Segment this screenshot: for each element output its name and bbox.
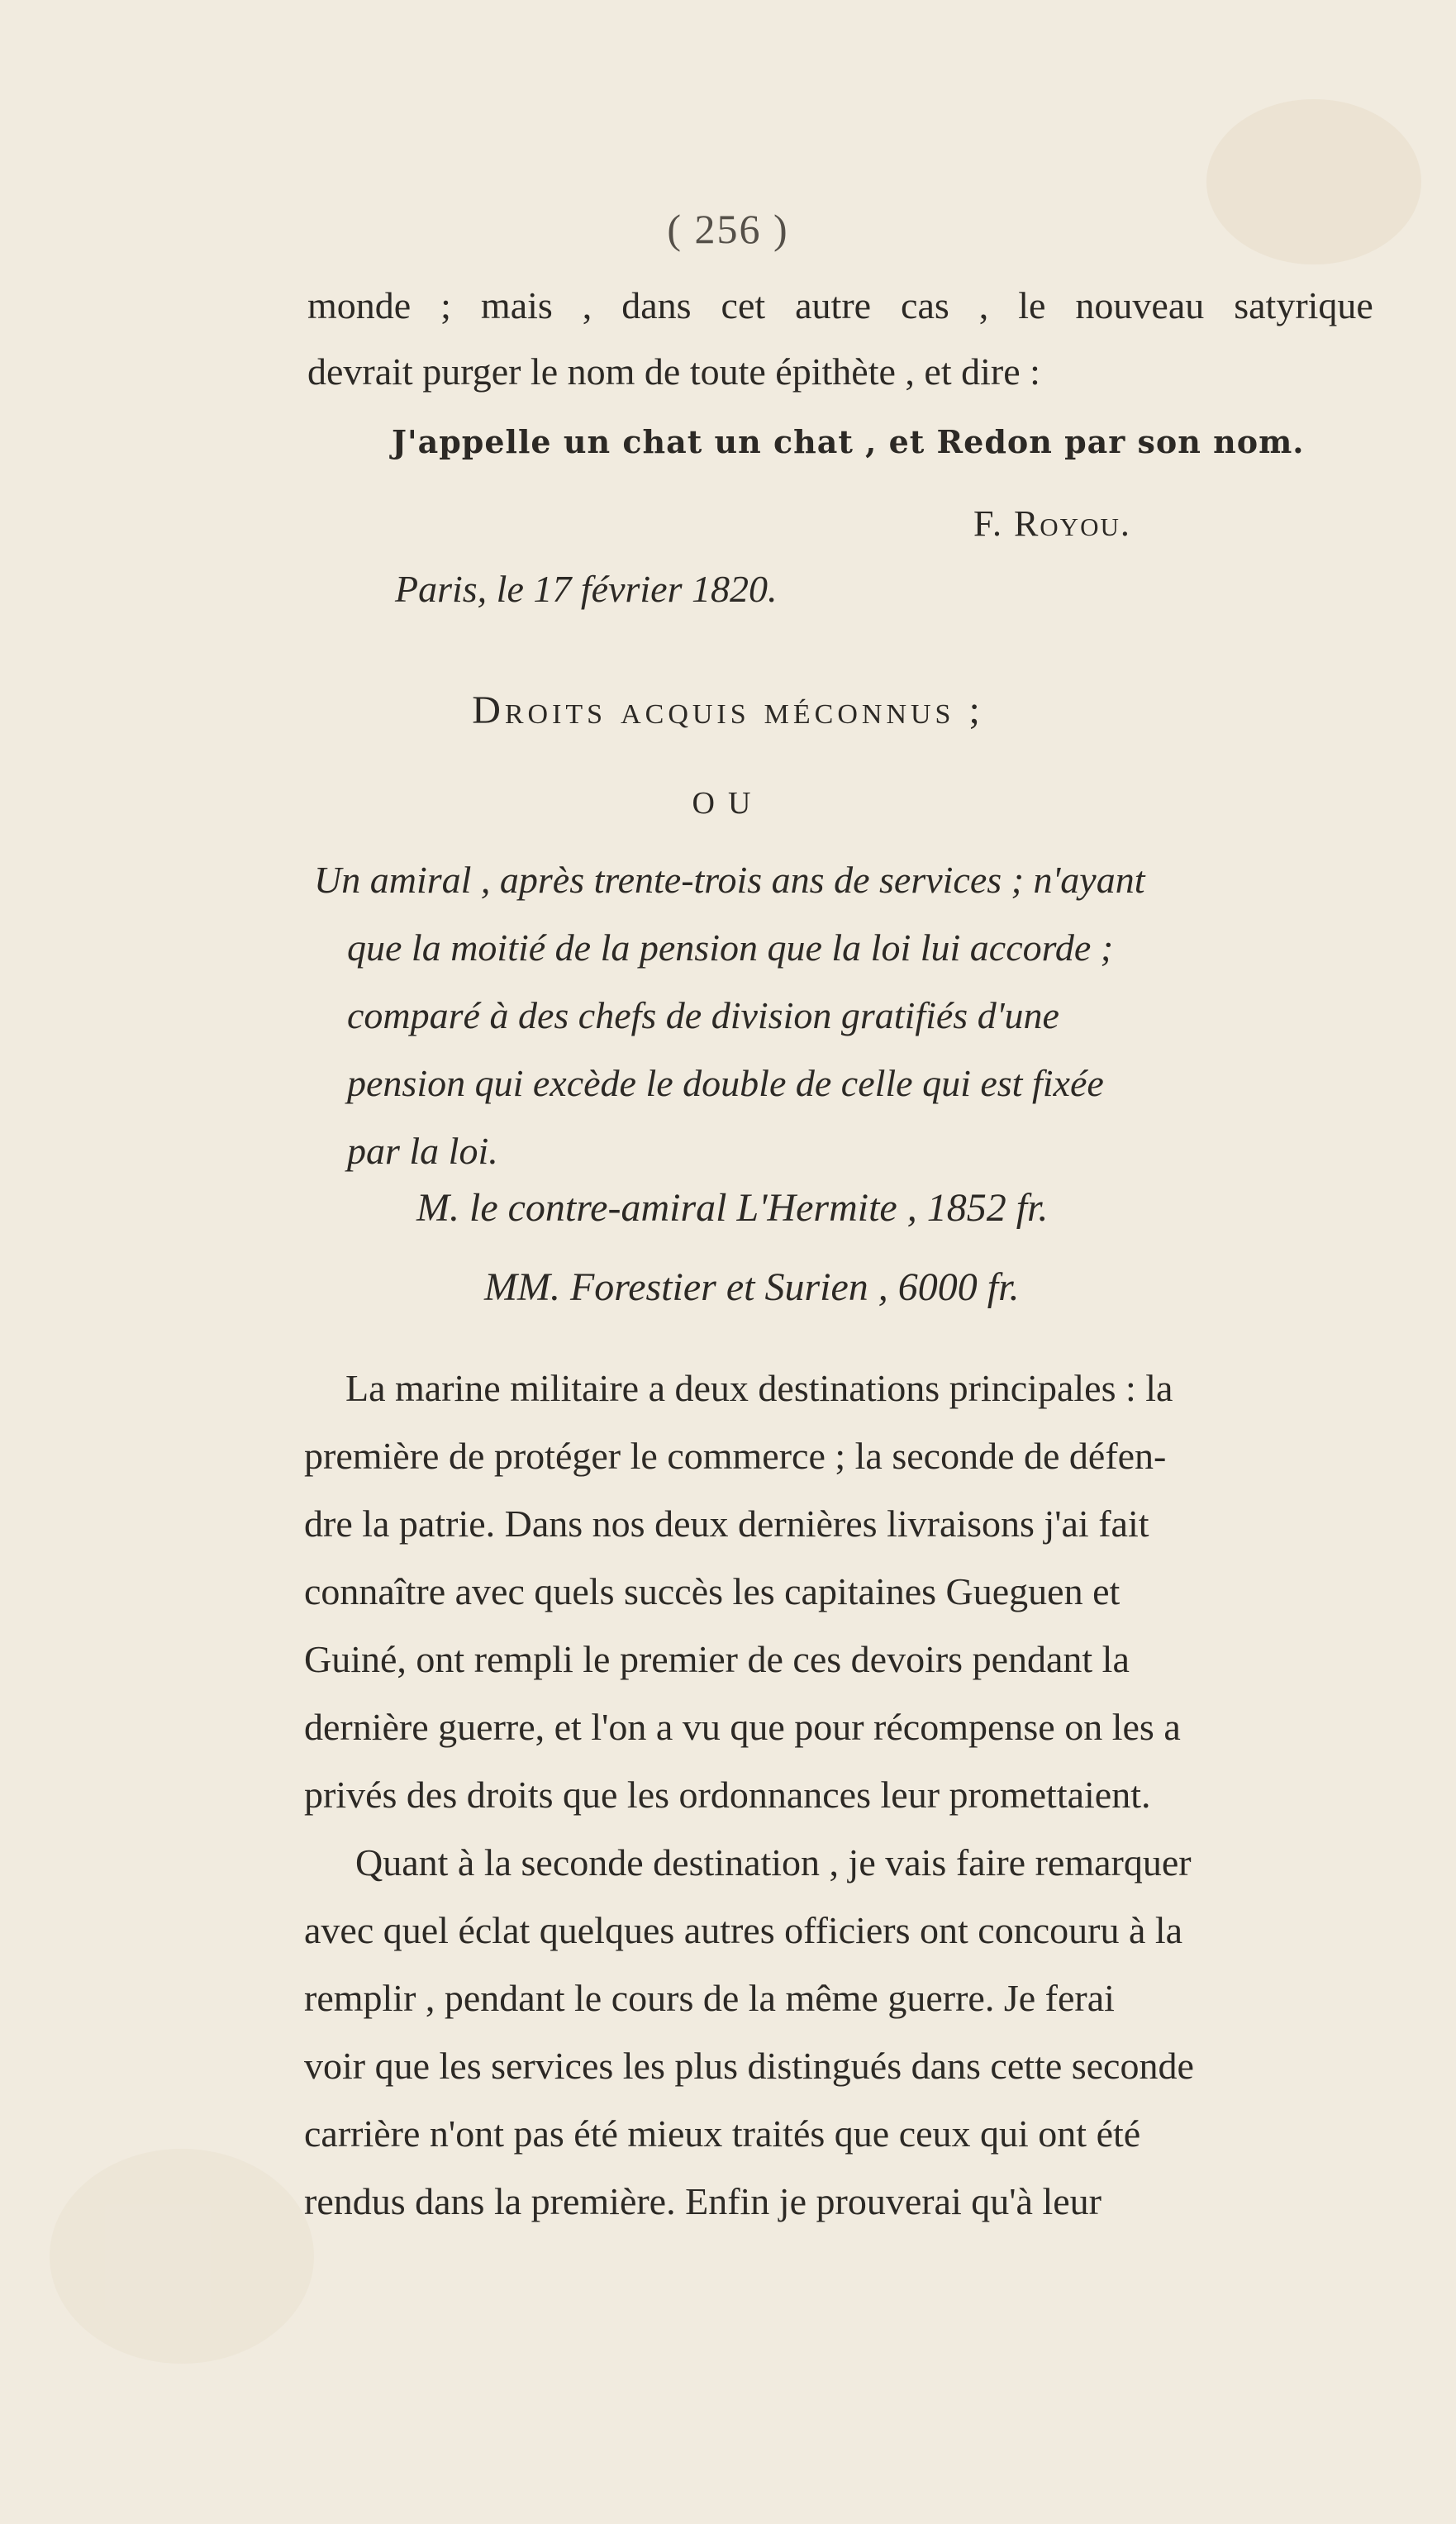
section-title: Droits acquis méconnus ; [472,688,984,732]
word: ; [440,284,451,326]
paragraph-line: Quant à la seconde destination , je vais faire remarquer [355,1841,1192,1883]
paragraph-line: privés des droits que les ordonnances leur promettaient. [304,1774,1151,1816]
paragraph-line: rendus dans la première. Enfin je prouverai qu'à leur [304,2180,1102,2222]
paragraph-line: La marine militaire a deux destinations principales : la [345,1367,1173,1409]
word: satyrique [1234,284,1373,326]
paragraph-line: dernière guerre, et l'on a vu que pour récompense on les a [304,1706,1181,1748]
word: , [582,284,592,326]
word: le [1018,284,1046,326]
paragraph-line: connaître avec quels succès les capitaines Gueguen et [304,1570,1121,1612]
intro-line: devrait purger le nom de toute épithète , et dire : [307,350,1040,393]
word: mais [480,284,553,326]
name-line: MM. Forestier et Surien , 6000 fr. [484,1265,1020,1309]
paragraph-line: Guiné, ont rempli le premier de ces devoirs pendant la [304,1638,1130,1680]
word: monde [307,284,412,326]
subtitle-line: Un amiral , après trente-trois ans de services ; n'ayant [314,859,1145,901]
word: autre [795,284,872,326]
date-line: Paris, le 17 février 1820. [395,568,778,610]
word: cas [901,284,949,326]
page-number: ( 256 ) [667,206,789,252]
word: dans [621,284,692,326]
title-ou: OU [692,786,764,821]
paper-stain [50,2149,314,2364]
subtitle-line: que la moitié de la pension que la loi lui accorde ; [347,926,1114,969]
signature: F. Royou. [973,503,1131,544]
name-line: M. le contre-amiral L'Hermite , 1852 fr. [416,1186,1049,1230]
paragraph-line: première de protéger le commerce ; la seconde de défen- [304,1435,1167,1477]
paragraph-line: carrière n'ont pas été mieux traités que ceux qui ont été [304,2112,1141,2155]
word: , [978,284,989,326]
paragraph-line: remplir , pendant le cours de la même guerre. Je ferai [304,1977,1115,2019]
word: cet [721,284,766,326]
subtitle-line: par la loi. [347,1130,498,1172]
intro-line [307,273,1373,339]
word: nouveau [1075,284,1205,326]
subtitle-line: pension qui excède le double de celle qui est fixée [347,1062,1104,1104]
paragraph-line: voir que les services les plus distingués dans cette seconde [304,2045,1194,2087]
paragraph-line: dre la patrie. Dans nos deux dernières livraisons j'ai fait [304,1502,1149,1545]
quote-line: J'appelle un chat un chat , et Redon par son nom. [392,423,1305,460]
subtitle-line: comparé à des chefs de division gratifiés d'une [347,994,1059,1036]
paragraph-line: avec quel éclat quelques autres officiers ont concouru à la [304,1909,1183,1951]
